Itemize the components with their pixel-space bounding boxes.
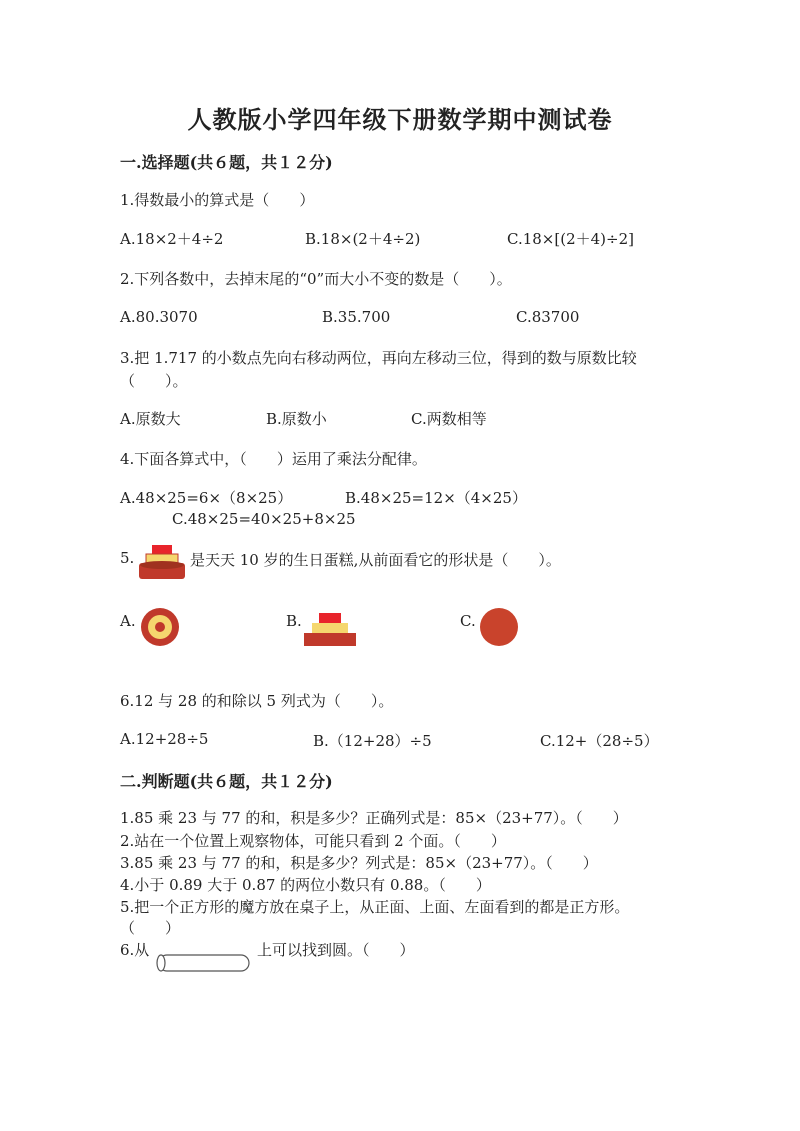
section-2-heading: 二.判断题(共６题，共１２分) bbox=[120, 772, 333, 791]
judge-item-6-prefix: 6.从 bbox=[120, 941, 150, 959]
q1-option-a: A.18×2＋4÷2 bbox=[120, 230, 224, 248]
q3-option-a: A.原数大 bbox=[120, 410, 181, 428]
q3-text-line2: （ ）。 bbox=[120, 372, 188, 390]
q1-option-b: B.18×(2＋4÷2) bbox=[305, 230, 421, 248]
q3-text-line1: 3.把 1.717 的小数点先向右移动两位，再向左移动三位，得到的数与原数比较 bbox=[120, 349, 637, 367]
q5-text: 是天天 10 岁的生日蛋糕,从前面看它的形状是（ ）。 bbox=[190, 551, 561, 569]
q5-option-b: B. bbox=[286, 612, 302, 630]
q2-option-b: B.35.700 bbox=[322, 308, 391, 326]
page-title: 人教版小学四年级下册数学期中测试卷 bbox=[187, 105, 613, 134]
cake-icon bbox=[138, 543, 188, 583]
judge-item-2: 2.站在一个位置上观察物体，可能只看到 2 个面。（ ） bbox=[120, 832, 506, 850]
q2-text: 2.下列各数中，去掉末尾的“0”而大小不变的数是（ ）。 bbox=[120, 270, 512, 288]
judge-item-5-bracket: （ ） bbox=[120, 919, 181, 937]
q5-option-c: C. bbox=[460, 612, 476, 630]
q5-option-a: A. bbox=[120, 612, 136, 630]
q3-option-c: C.两数相等 bbox=[411, 410, 487, 428]
q4-option-b: B.48×25=12×（4×25） bbox=[345, 489, 527, 507]
q5-number: 5. bbox=[120, 549, 135, 567]
q4-option-a: A.48×25=6×（8×25） bbox=[120, 489, 293, 507]
judge-item-1: 1.85 乘 23 与 77 的和，积是多少？正确列式是：85×（23+77）。（ ） bbox=[120, 809, 628, 827]
q2-option-a: A.80.3070 bbox=[120, 308, 198, 326]
q4-text: 4.下面各算式中，（ ）运用了乘法分配律。 bbox=[120, 450, 427, 468]
judge-item-6-suffix: 上可以找到圆。（ ） bbox=[257, 941, 415, 959]
cylinder-icon bbox=[153, 953, 253, 975]
section-1-heading: 一.选择题(共６题，共１２分) bbox=[120, 153, 333, 172]
concentric-circles-icon bbox=[140, 607, 180, 647]
q1-option-c: C.18×[(2＋4)÷2] bbox=[507, 230, 634, 248]
q3-option-b: B.原数小 bbox=[266, 410, 327, 428]
judge-item-3: 3.85 乘 23 与 77 的和，积是多少？列式是：85×（23+77）。（ ） bbox=[120, 854, 598, 872]
judge-item-4: 4.小于 0.89 大于 0.87 的两位小数只有 0.88。（ ） bbox=[120, 876, 491, 894]
judge-item-5: 5.把一个正方形的魔方放在桌子上，从正面、上面、左面看到的都是正方形。 bbox=[120, 898, 630, 916]
q6-option-c: C.12+（28÷5） bbox=[540, 732, 659, 750]
q6-option-b: B.（12+28）÷5 bbox=[313, 732, 432, 750]
q2-option-c: C.83700 bbox=[516, 308, 580, 326]
stacked-cake-front-icon bbox=[304, 611, 356, 647]
q6-option-a: A.12+28÷5 bbox=[120, 730, 209, 748]
circle-icon bbox=[479, 607, 519, 647]
q6-text: 6.12 与 28 的和除以 5 列式为（ ）。 bbox=[120, 692, 394, 710]
q1-text: 1.得数最小的算式是（ ） bbox=[120, 191, 315, 209]
q4-option-c: C.48×25=40×25+8×25 bbox=[172, 510, 356, 528]
